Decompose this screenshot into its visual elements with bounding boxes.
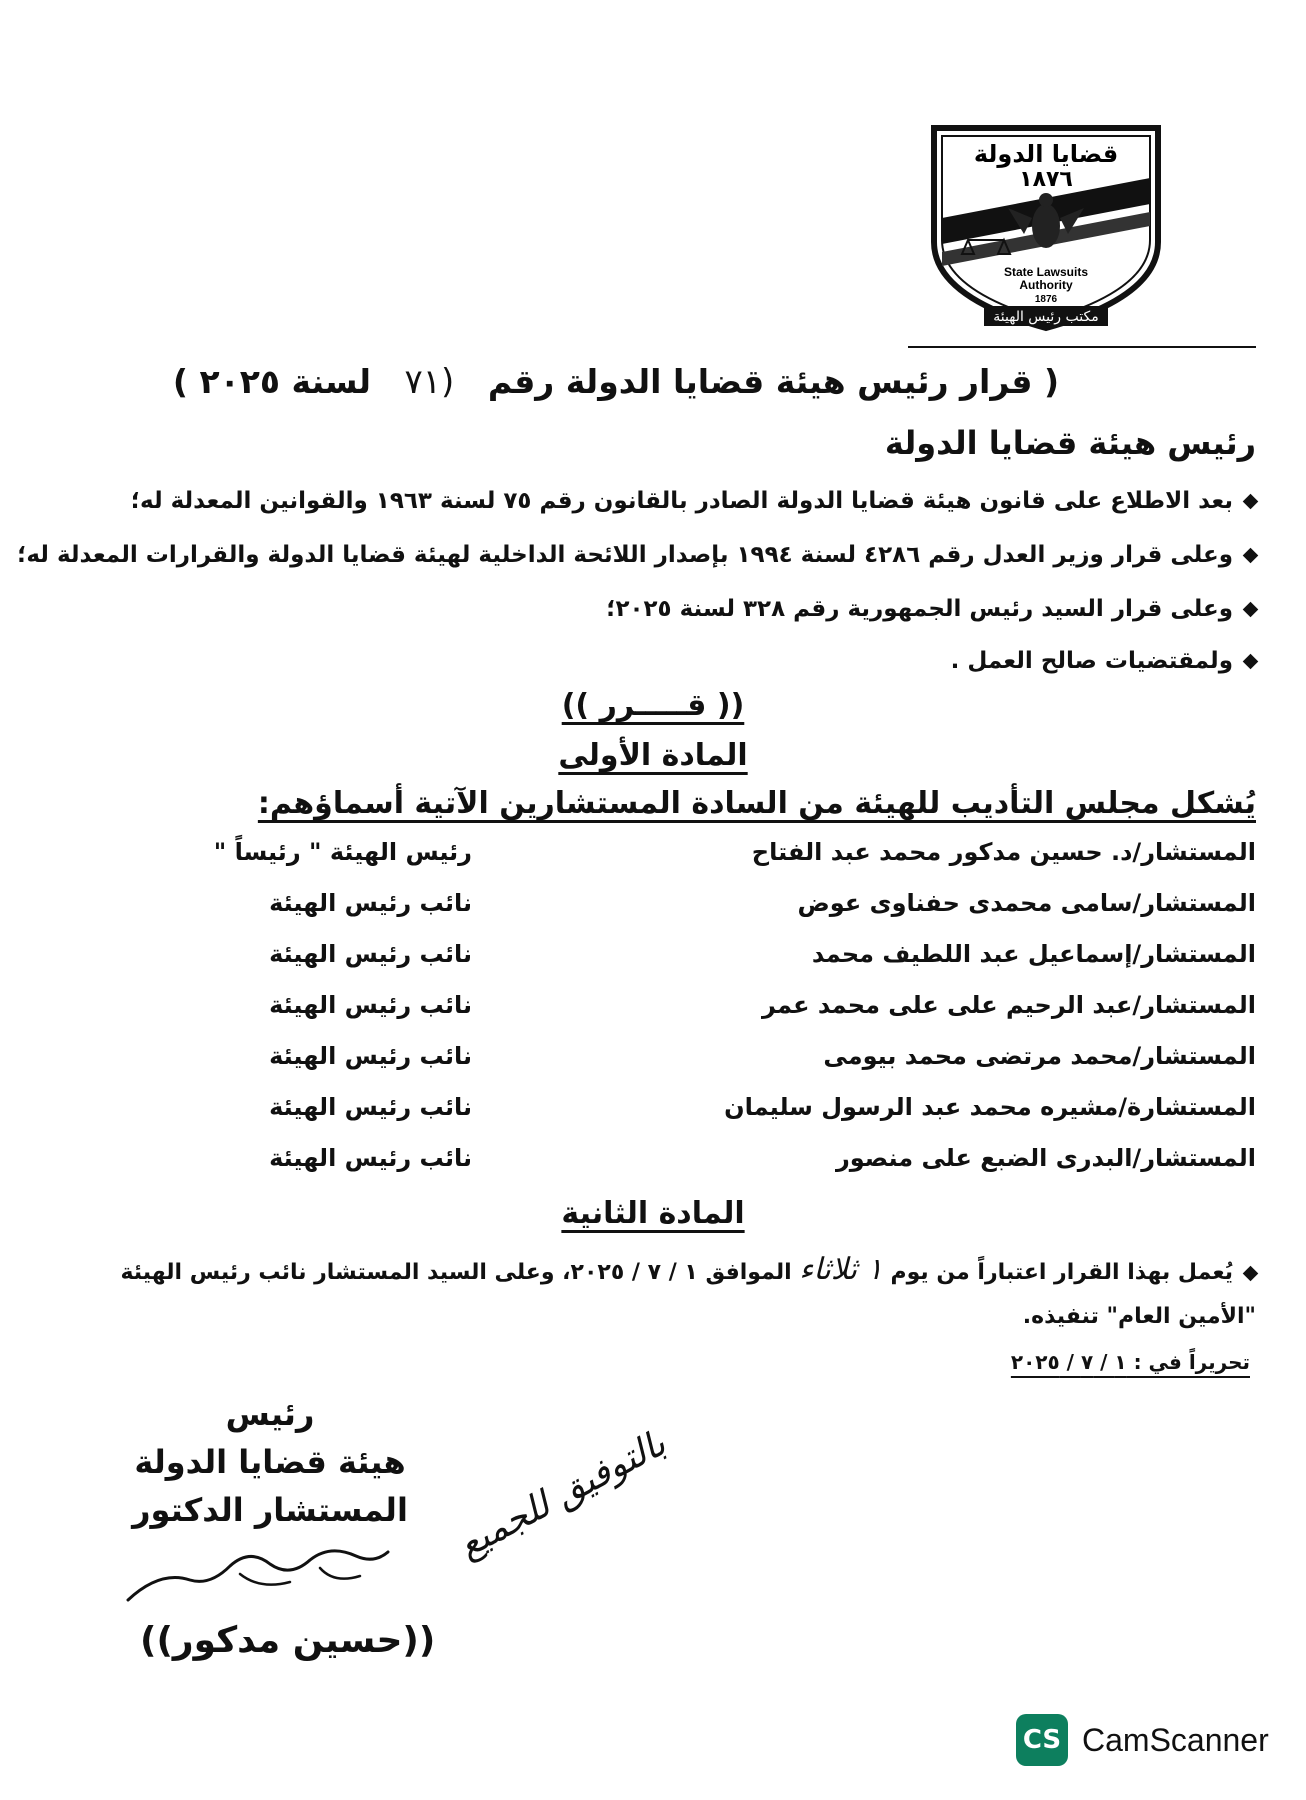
article2-heading: المادة الثانية	[561, 1196, 745, 1231]
decree-title-part1: ( قرار رئيس هيئة قضايا الدولة رقم	[487, 362, 1060, 401]
authority-emblem	[928, 122, 1164, 334]
member-role: نائب رئيس الهيئة	[269, 1093, 472, 1121]
emblem-bottom-text: مكتب رئيس الهيئة	[993, 309, 1099, 325]
member-name: المستشار/محمد مرتضى محمد بيومى	[823, 1042, 1256, 1070]
member-name: المستشار/إسماعيل عبد اللطيف محمد	[811, 940, 1256, 968]
signatory-name: ((حسين مدكور))	[140, 1620, 436, 1661]
preamble-item: بعد الاطلاع على قانون هيئة قضايا الدولة الصادر بالقانون رقم ٧٥ لسنة ١٩٦٣ والقوانين المعدلة له؛	[131, 488, 1256, 514]
decree-number: (٧١	[404, 362, 455, 402]
emblem-year-ar: ١٨٧٦	[1019, 167, 1073, 192]
decree-title	[166, 362, 1066, 402]
emblem-en-line1: State Lawsuits	[1003, 265, 1089, 279]
bullet-diamond-icon	[1243, 602, 1259, 618]
signature-title-line2: هيئة قضايا الدولة	[134, 1443, 406, 1481]
decree-title-part2: لسنة ٢٠٢٥ )	[172, 362, 372, 401]
signature-title-line1: رئيس	[225, 1395, 315, 1433]
handwritten-signature	[120, 1530, 400, 1610]
article2-line2: "الأمين العام" تنفيذه.	[1022, 1304, 1256, 1329]
signature-title-line3: المستشار الدكتور	[132, 1491, 408, 1529]
member-role: نائب رئيس الهيئة	[269, 1042, 472, 1070]
emblem-top-text: قضايا الدولة	[973, 140, 1119, 168]
signature-block	[120, 1390, 420, 1534]
member-role: نائب رئيس الهيئة	[269, 991, 472, 1019]
article1-heading: المادة الأولى	[558, 738, 748, 773]
bullet-diamond-icon	[1243, 548, 1259, 564]
member-row	[56, 991, 1256, 1042]
decision-heading: (( قـــــرر ))	[561, 688, 745, 723]
camscanner-watermark	[1016, 1714, 1269, 1766]
issuer-heading: رئيس هيئة قضايا الدولة	[884, 424, 1256, 462]
preamble-item: ولمقتضيات صالح العمل .	[951, 648, 1256, 674]
handwritten-day: ١ ثلاثاء	[799, 1252, 883, 1287]
camscanner-label: CamScanner	[1082, 1721, 1269, 1758]
bullet-diamond-icon	[1243, 1265, 1259, 1281]
header-rule	[908, 346, 1256, 348]
bullet-diamond-icon	[1243, 494, 1259, 510]
emblem-en-year: 1876	[1034, 294, 1058, 305]
member-name: المستشار/د. حسين مدكور محمد عبد الفتاح	[751, 838, 1256, 866]
member-row	[56, 889, 1256, 940]
article2-line1: يُعمل بهذا القرار اعتباراً من يوم ١ ثلاثاء الموافق ١ / ٧ / ٢٠٢٥، وعلى السيد المستشار نائب رئيس الهيئة	[120, 1252, 1256, 1287]
camscanner-logo-icon: CS	[1016, 1714, 1068, 1766]
dated-line: تحريراً في : ١ / ٧ / ٢٠٢٥	[1010, 1350, 1250, 1374]
bullet-diamond-icon	[1243, 654, 1259, 670]
handwritten-note: بالتوفيق للجميع	[452, 1422, 673, 1567]
member-role: رئيس الهيئة " رئيساً "	[213, 838, 472, 866]
member-row	[56, 838, 1256, 889]
member-row	[56, 1042, 1256, 1093]
emblem-en-line2: Authority	[1019, 278, 1073, 292]
member-role: نائب رئيس الهيئة	[269, 940, 472, 968]
member-name: المستشار/سامى محمدى حفناوى عوض	[797, 889, 1256, 917]
members-list	[56, 838, 1256, 1195]
member-name: المستشار/البدرى الضبع على منصور	[835, 1144, 1256, 1172]
member-name: المستشارة/مشيره محمد عبد الرسول سليمان	[724, 1093, 1256, 1121]
member-row	[56, 1093, 1256, 1144]
preamble-item: وعلى قرار السيد رئيس الجمهورية رقم ٣٢٨ لسنة ٢٠٢٥؛	[606, 596, 1256, 622]
member-row	[56, 1144, 1256, 1195]
article1-intro: يُشكل مجلس التأديب للهيئة من السادة المستشارين الآتية أسماؤهم:	[257, 786, 1256, 821]
member-role: نائب رئيس الهيئة	[269, 889, 472, 917]
member-name: المستشار/عبد الرحيم على على محمد عمر	[762, 991, 1256, 1019]
member-role: نائب رئيس الهيئة	[269, 1144, 472, 1172]
preamble-item: وعلى قرار وزير العدل رقم ٤٢٨٦ لسنة ١٩٩٤ بإصدار اللائحة الداخلية لهيئة قضايا الدولة والقرارات المعدلة له؛	[17, 542, 1256, 568]
member-row	[56, 940, 1256, 991]
